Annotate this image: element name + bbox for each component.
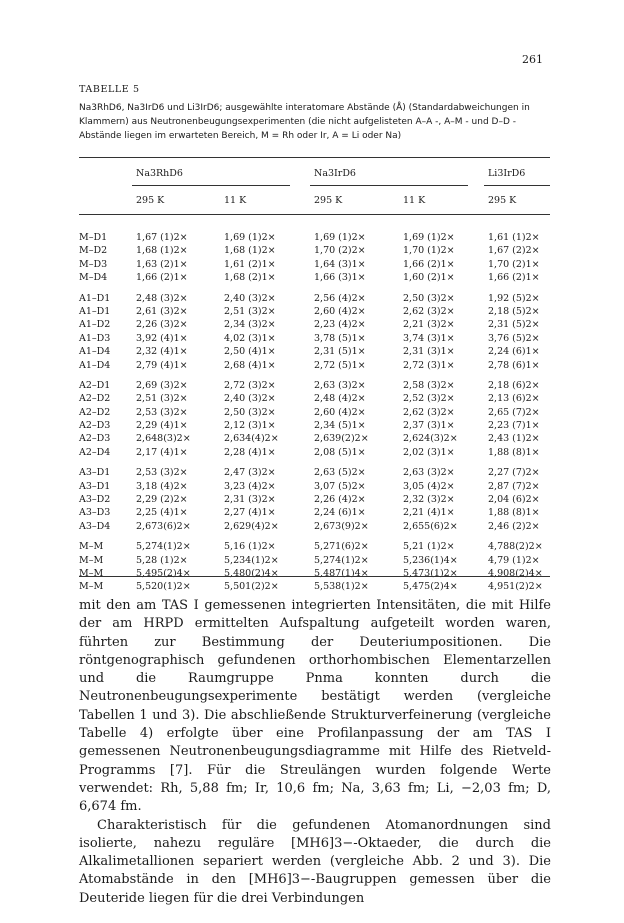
table-cell: 1,68 (1)2× [224, 245, 276, 257]
table-row-label: A3–D3 [79, 507, 111, 519]
table-cell: 2,46 (2)2× [488, 520, 540, 532]
table-cell: 5,487(1)4× [314, 567, 369, 579]
table-cell: 3,92 (4)1× [136, 332, 188, 344]
table-cell: 1,69 (1)2× [314, 232, 366, 243]
table-cell: 2,673(6)2× [136, 520, 191, 532]
table-cell: 2,27 (7)2× [488, 467, 540, 479]
table-row [79, 480, 559, 493]
table-row-label: M–D3 [79, 258, 108, 270]
table-cell: 2,50 (4)1× [224, 346, 276, 358]
table-cell: 2,48 (4)2× [314, 393, 366, 405]
table-cell: 2,78 (6)1× [488, 359, 540, 371]
table-cell: 1,88 (8)1× [488, 507, 540, 519]
table-row [79, 567, 559, 580]
table-row [79, 580, 559, 593]
table-cell: 1,88 (8)1× [488, 446, 540, 458]
temperature-header-5: 295 K [488, 195, 517, 206]
table-row [79, 406, 559, 419]
table-cell: 2,51 (3)2× [224, 305, 276, 317]
table-cell: 1,70 (1)2× [403, 245, 455, 257]
table-cell: 2,23 (7)1× [488, 420, 540, 432]
table-cell: 2,624(3)2× [403, 433, 458, 445]
table-row [79, 244, 559, 257]
table-cell: 5,495(2)4× [136, 567, 191, 579]
table-cell: 2,63 (5)2× [314, 467, 366, 479]
table-cell: 3,07 (5)2× [314, 480, 366, 492]
page-number: 261 [522, 53, 543, 66]
table-cell: 5,234(1)2× [224, 554, 279, 566]
table-cell: 2,60 (4)2× [314, 406, 366, 418]
table-row [79, 392, 559, 405]
table-row-label: M–M [79, 554, 104, 566]
table-row [79, 466, 559, 479]
table-row-group [79, 379, 559, 459]
table-cell: 2,673(9)2× [314, 520, 369, 532]
table-cell: 5,475(2)4× [403, 581, 458, 593]
table-cell: 2,18 (5)2× [488, 305, 540, 317]
table-row-label: A1–D4 [79, 359, 111, 371]
table-cell: 2,655(6)2× [403, 520, 458, 532]
table-row-label: A2–D2 [79, 393, 111, 405]
table-cell: 1,70 (2)1× [488, 258, 540, 270]
table-cell: 2,24 (6)1× [488, 346, 540, 358]
table-cell: 2,21 (4)1× [403, 507, 455, 519]
table-cell: 5,271(6)2× [314, 541, 369, 553]
table-row-label: A3–D4 [79, 520, 111, 532]
table-cell: 2,29 (4)1× [136, 420, 188, 432]
table-row-label: A1–D4 [79, 346, 111, 358]
table-row [79, 332, 559, 345]
table-cell: 5,236(1)4× [403, 554, 458, 566]
temperature-header-4: 11 K [403, 195, 426, 206]
compound-header-2: Na3IrD6 [314, 168, 356, 179]
table-cell: 5,480(2)4× [224, 567, 279, 579]
table-cell: 1,66 (2)1× [403, 258, 455, 270]
table-cell: 2,23 (4)2× [314, 319, 366, 331]
table-cell: 2,37 (3)1× [403, 420, 455, 432]
table-row-label: M–M [79, 567, 104, 579]
table-cell: 2,63 (3)2× [403, 467, 455, 479]
table-row [79, 540, 559, 553]
table-cell: 4,788(2)2× [488, 541, 543, 553]
temperature-header-3: 295 K [314, 195, 343, 206]
table-cell: 2,40 (3)2× [224, 292, 276, 304]
table-row-label: A1–D2 [79, 319, 111, 331]
table-cell: 1,69 (1)2× [224, 232, 276, 243]
table-row [79, 520, 559, 533]
table-cell: 3,76 (5)2× [488, 332, 540, 344]
table-row [79, 446, 559, 459]
table-cell: 1,92 (5)2× [488, 292, 540, 304]
table-cell: 2,648(3)2× [136, 433, 191, 445]
table-cell: 2,50 (3)2× [403, 292, 455, 304]
table-row-label: M–D2 [79, 245, 108, 257]
table-row [79, 318, 559, 331]
compound-header-3: Li3IrD6 [488, 168, 526, 179]
body-paragraph-1: mit den am TAS I gemessenen integrierten Intensitäten, die mit Hilfe der am HRPD ermittelten Aufspaltung aufgeteilt worden waren, führten zur Bestimmung der Deuteriumpositionen. Die röntgenographisch gefundenen orthorhombischen Elementarzellen und die Raumgruppe Pnma konnten durch die Neutronenbeugungsexperimente bestätigt werden (vergleiche Tabellen 1 und 3). Die abschließende Strukturverfeinerung (vergleiche Tabelle 4) erfolgte über eine Profilanpassung der am TAS I gemessenen Neutronenbeugungsdiagramme mit Hilfe des Rietveld-Programms [7]. Für die Streulängen wurden folgende Werte verwendet: Rh, 5,88 fm; Ir, 10,6 fm; Na, 3,63 fm; Li, −2,03 fm; D, 6,674 fm. [79, 598, 551, 815]
table-cell: 4,02 (3)1× [224, 332, 276, 344]
table-cell: 2,87 (7)2× [488, 480, 540, 492]
table-row [79, 419, 559, 432]
compound-underline-1 [132, 185, 290, 186]
table-header-rule [79, 214, 550, 215]
table-cell: 2,51 (3)2× [136, 393, 188, 405]
table-cell: 2,28 (4)1× [224, 446, 276, 458]
table-row-label: A3–D1 [79, 467, 111, 479]
table-row [79, 432, 559, 445]
table-row-group [79, 231, 559, 285]
table-row-label: A1–D1 [79, 305, 111, 317]
table-cell: 5,274(1)2× [314, 554, 369, 566]
table-cell: 2,25 (4)1× [136, 507, 188, 519]
table-cell: 2,32 (3)2× [403, 494, 455, 506]
table-cell: 2,12 (3)1× [224, 420, 276, 432]
table-cell: 2,629(4)2× [224, 520, 279, 532]
table-cell: 2,53 (3)2× [136, 406, 188, 418]
table-cell: 5,28 (1)2× [136, 554, 188, 566]
table-cell: 2,63 (3)2× [314, 379, 366, 391]
table-cell: 1,67 (1)2× [136, 232, 188, 243]
table-cell: 2,43 (1)2× [488, 433, 540, 445]
table-cell: 2,21 (3)2× [403, 319, 455, 331]
table-cell: 1,60 (2)1× [403, 272, 455, 284]
table-cell: 2,634(4)2× [224, 433, 279, 445]
table-row [79, 554, 559, 567]
compound-underline-2 [310, 185, 468, 186]
table-row [79, 231, 559, 244]
table-cell: 2,31 (5)2× [488, 319, 540, 331]
table-cell: 2,04 (6)2× [488, 494, 540, 506]
table-label: TABELLE 5 [79, 84, 140, 95]
table-top-rule [79, 157, 550, 158]
table-cell: 2,68 (4)1× [224, 359, 276, 371]
table-cell: 2,24 (6)1× [314, 507, 366, 519]
table-cell: 2,32 (4)1× [136, 346, 188, 358]
table-cell: 4,908(2)4× [488, 567, 543, 579]
table-row [79, 359, 559, 372]
table-row [79, 493, 559, 506]
table-cell: 1,66 (2)1× [136, 272, 188, 284]
table-cell: 2,65 (7)2× [488, 406, 540, 418]
table-cell: 2,72 (3)1× [403, 359, 455, 371]
table-cell: 1,68 (1)2× [136, 245, 188, 257]
table-cell: 2,17 (4)1× [136, 446, 188, 458]
table-cell: 5,538(1)2× [314, 581, 369, 593]
table-cell: 3,18 (4)2× [136, 480, 188, 492]
temperature-header-1: 295 K [136, 195, 165, 206]
table-cell: 2,48 (3)2× [136, 292, 188, 304]
table-row-label: A2–D2 [79, 406, 111, 418]
table-cell: 2,72 (3)2× [224, 379, 276, 391]
table-cell: 4,79 (1)2× [488, 554, 540, 566]
table-cell: 5,274(1)2× [136, 541, 191, 553]
table-cell: 2,31 (5)1× [314, 346, 366, 358]
table-cell: 2,26 (4)2× [314, 494, 366, 506]
table-row-group [79, 540, 559, 594]
compound-header-1: Na3RhD6 [136, 168, 183, 179]
table-cell: 2,53 (3)2× [136, 467, 188, 479]
compound-underline-3 [484, 185, 550, 186]
table-cell: 2,79 (4)1× [136, 359, 188, 371]
table-cell: 2,69 (3)2× [136, 379, 188, 391]
table-cell: 2,27 (4)1× [224, 507, 276, 519]
table-cell: 1,67 (2)2× [488, 245, 540, 257]
table-cell: 3,74 (3)1× [403, 332, 455, 344]
table-row-label: A1–D1 [79, 292, 111, 304]
table-caption: Na3RhD6, Na3IrD6 und Li3IrD6; ausgewählte interatomare Abstände (Å) (Standardabweichungen in Klammern) aus Neutronenbeugungsexperimenten (die nicht aufgelisteten A–A -, A–M - und D–D - Abstände liegen im erwarteten Bereich, M = Rh oder Ir, A = Li oder Na) [79, 103, 530, 141]
table-cell: 2,08 (5)1× [314, 446, 366, 458]
table-row-label: A2–D4 [79, 446, 111, 458]
table-cell: 2,40 (3)2× [224, 393, 276, 405]
table-cell: 3,05 (4)2× [403, 480, 455, 492]
table-cell: 2,47 (3)2× [224, 467, 276, 479]
table-row [79, 271, 559, 284]
table-cell: 2,26 (3)2× [136, 319, 188, 331]
table-cell: 2,639(2)2× [314, 433, 369, 445]
distance-table-body [79, 231, 559, 601]
table-cell: 2,62 (3)2× [403, 305, 455, 317]
table-cell: 2,60 (4)2× [314, 305, 366, 317]
table-cell: 2,50 (3)2× [224, 406, 276, 418]
table-cell: 1,70 (2)2× [314, 245, 366, 257]
table-row-label: A3–D2 [79, 494, 111, 506]
table-row-label: M–D4 [79, 272, 108, 284]
table-row-label: A2–D3 [79, 433, 111, 445]
table-cell: 5,520(1)2× [136, 581, 191, 593]
table-cell: 2,61 (3)2× [136, 305, 188, 317]
table-cell: 5,473(1)2× [403, 567, 458, 579]
table-cell: 1,61 (2)1× [224, 258, 276, 270]
table-cell: 3,78 (5)1× [314, 332, 366, 344]
table-cell: 2,34 (5)1× [314, 420, 366, 432]
table-row-label: A2–D1 [79, 379, 111, 391]
table-cell: 1,66 (3)1× [314, 272, 366, 284]
table-cell: 2,31 (3)2× [224, 494, 276, 506]
table-cell: 1,61 (1)2× [488, 232, 540, 243]
table-row-label: M–M [79, 541, 104, 553]
table-row-label: M–M [79, 581, 104, 593]
table-cell: 2,52 (3)2× [403, 393, 455, 405]
table-row [79, 305, 559, 318]
table-cell: 2,34 (3)2× [224, 319, 276, 331]
table-cell: 2,56 (4)2× [314, 292, 366, 304]
table-row-label: A3–D1 [79, 480, 111, 492]
table-row [79, 258, 559, 271]
table-cell: 1,64 (3)1× [314, 258, 366, 270]
table-cell: 1,63 (2)1× [136, 258, 188, 270]
table-cell: 1,69 (1)2× [403, 232, 455, 243]
table-row [79, 506, 559, 519]
table-cell: 4,951(2)2× [488, 581, 543, 593]
table-cell: 5,16 (1)2× [224, 541, 276, 553]
table-cell: 2,18 (6)2× [488, 379, 540, 391]
table-row-label: A2–D3 [79, 420, 111, 432]
table-cell: 2,31 (3)1× [403, 346, 455, 358]
table-cell: 1,68 (2)1× [224, 272, 276, 284]
body-paragraph-2: Charakteristisch für die gefundenen Atomanordnungen sind isolierte, nahezu reguläre [MH6]3−-Oktaeder, die durch die Alkalimetallionen separiert werden (vergleiche Abb. 2 und 3). Die Atomabstände in den [MH6]3−-Baugruppen gemessen über die Deuteride liegen für die drei Verbindungen [79, 817, 551, 906]
table-row-group [79, 466, 559, 533]
table-cell: 2,72 (5)1× [314, 359, 366, 371]
table-cell: 2,58 (3)2× [403, 379, 455, 391]
table-cell: 5,21 (1)2× [403, 541, 455, 553]
table-cell: 5,501(2)2× [224, 581, 279, 593]
table-bottom-rule [79, 576, 550, 577]
table-row [79, 345, 559, 358]
table-cell: 2,62 (3)2× [403, 406, 455, 418]
table-row-label: A1–D3 [79, 332, 111, 344]
temperature-header-2: 11 K [224, 195, 247, 206]
table-row [79, 292, 559, 305]
body-text [79, 597, 551, 908]
table-cell: 3,23 (4)2× [224, 480, 276, 492]
table-cell: 2,29 (2)2× [136, 494, 188, 506]
table-row-group [79, 292, 559, 372]
table-cell: 2,02 (3)1× [403, 446, 455, 458]
table-cell: 2,13 (6)2× [488, 393, 540, 405]
table-row-label: M–D1 [79, 232, 108, 243]
table-row [79, 379, 559, 392]
table-cell: 1,66 (2)1× [488, 272, 540, 284]
